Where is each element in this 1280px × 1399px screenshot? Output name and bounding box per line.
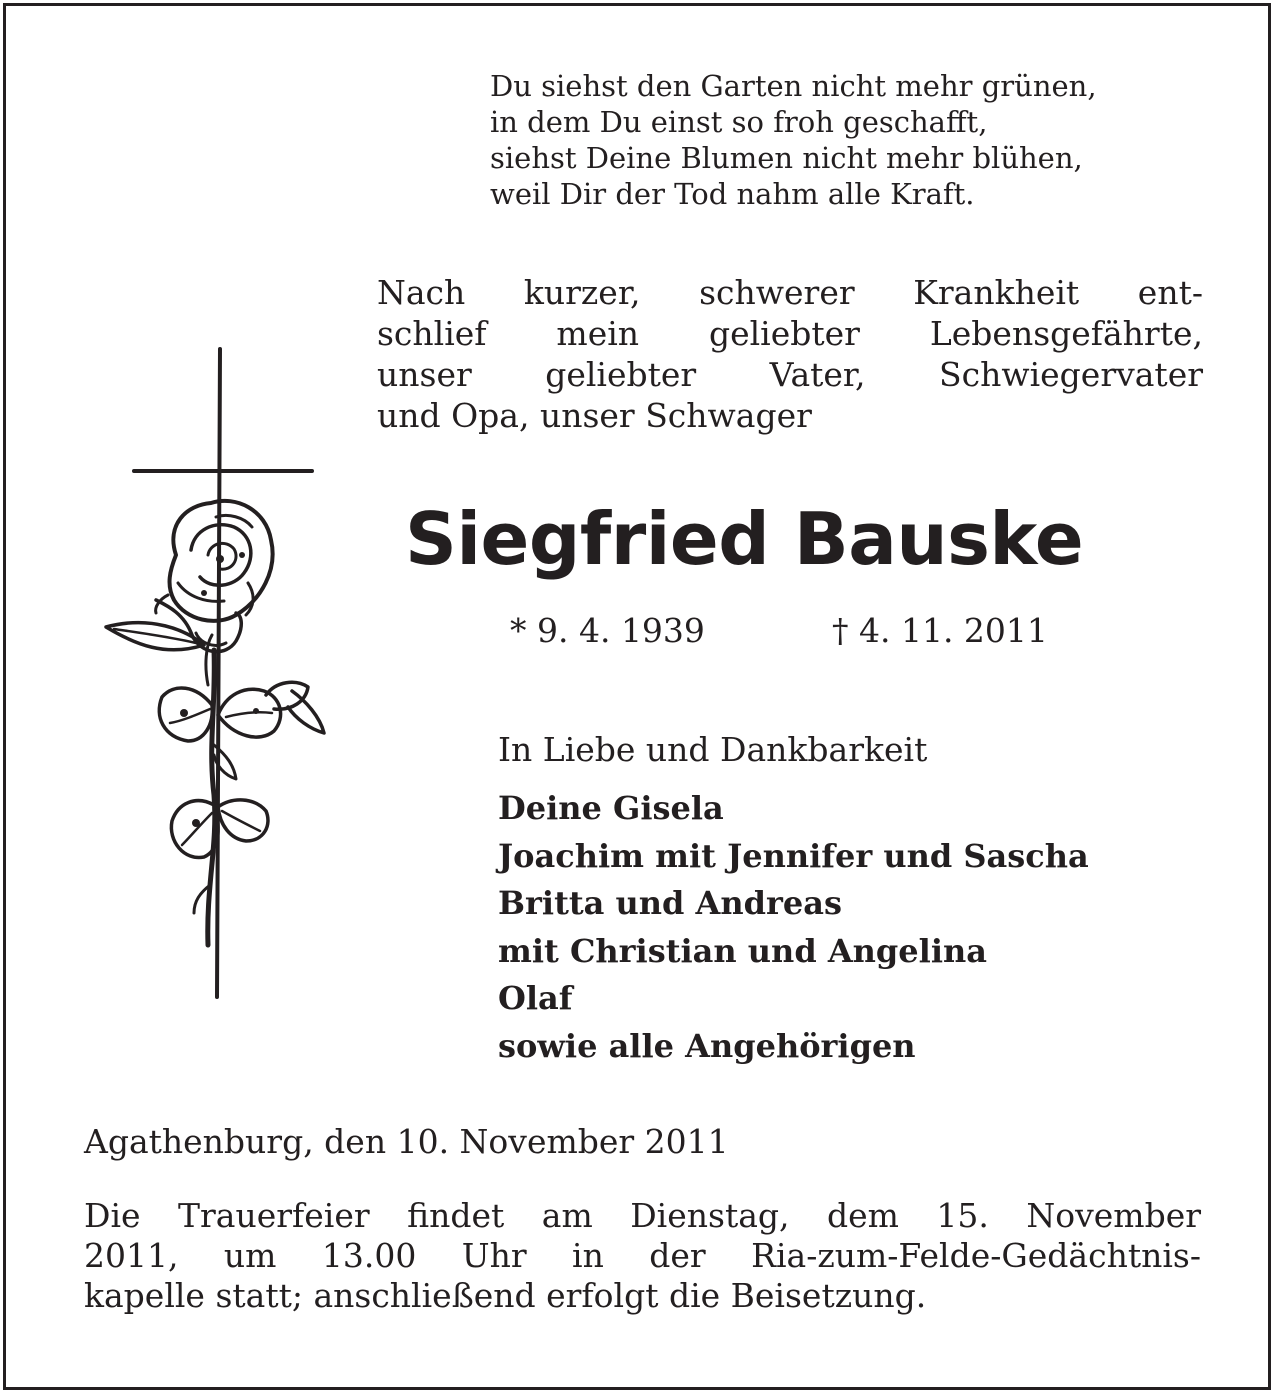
poem-line: in dem Du einst so froh geschafft, bbox=[490, 105, 988, 139]
cross-with-rose-icon bbox=[96, 345, 336, 1005]
mourners-heading: In Liebe und Dankbarkeit bbox=[498, 730, 928, 769]
mourners-list bbox=[498, 785, 1089, 1070]
service-line: 2011, um 13.00 Uhr in der Ria-zum-Felde-Gedächtnis- bbox=[84, 1236, 1201, 1275]
mourner-name: Joachim mit Jennifer und Sascha bbox=[498, 836, 1089, 875]
memorial-poem bbox=[490, 68, 1210, 212]
funeral-service-info bbox=[84, 1196, 1201, 1316]
poem-line: Du siehst den Garten nicht mehr grünen, bbox=[490, 69, 1097, 103]
announcement-line: schlief mein geliebter Lebensgefährte, bbox=[377, 314, 1203, 353]
mourner-name: mit Christian und Angelina bbox=[498, 931, 987, 970]
place-and-date: Agathenburg, den 10. November 2011 bbox=[84, 1122, 729, 1161]
mourner-name: Britta und Andreas bbox=[498, 884, 842, 922]
death-date: † 4. 11. 2011 bbox=[832, 611, 1048, 650]
service-line: kapelle statt; anschließend erfolgt die Beisetzung. bbox=[84, 1276, 927, 1315]
mourner-name: Deine Gisela bbox=[498, 789, 724, 827]
poem-line: siehst Deine Blumen nicht mehr blühen, bbox=[490, 141, 1083, 175]
mourner-name: sowie alle Angehörigen bbox=[498, 1026, 916, 1065]
poem-line: weil Dir der Tod nahm alle Kraft. bbox=[490, 177, 975, 211]
mourner-name: Olaf bbox=[498, 979, 573, 1017]
announcement-line: und Opa, unser Schwager bbox=[377, 396, 812, 435]
service-line: Die Trauerfeier findet am Dienstag, dem 15. November bbox=[84, 1196, 1201, 1235]
birth-date: * 9. 4. 1939 bbox=[510, 611, 705, 650]
announcement-line: Nach kurzer, schwerer Krankheit ent- bbox=[377, 273, 1203, 312]
death-announcement-text bbox=[377, 272, 1203, 436]
deceased-name: Siegfried Bauske bbox=[405, 497, 1084, 581]
announcement-line: unser geliebter Vater, Schwiegervater bbox=[377, 355, 1203, 394]
